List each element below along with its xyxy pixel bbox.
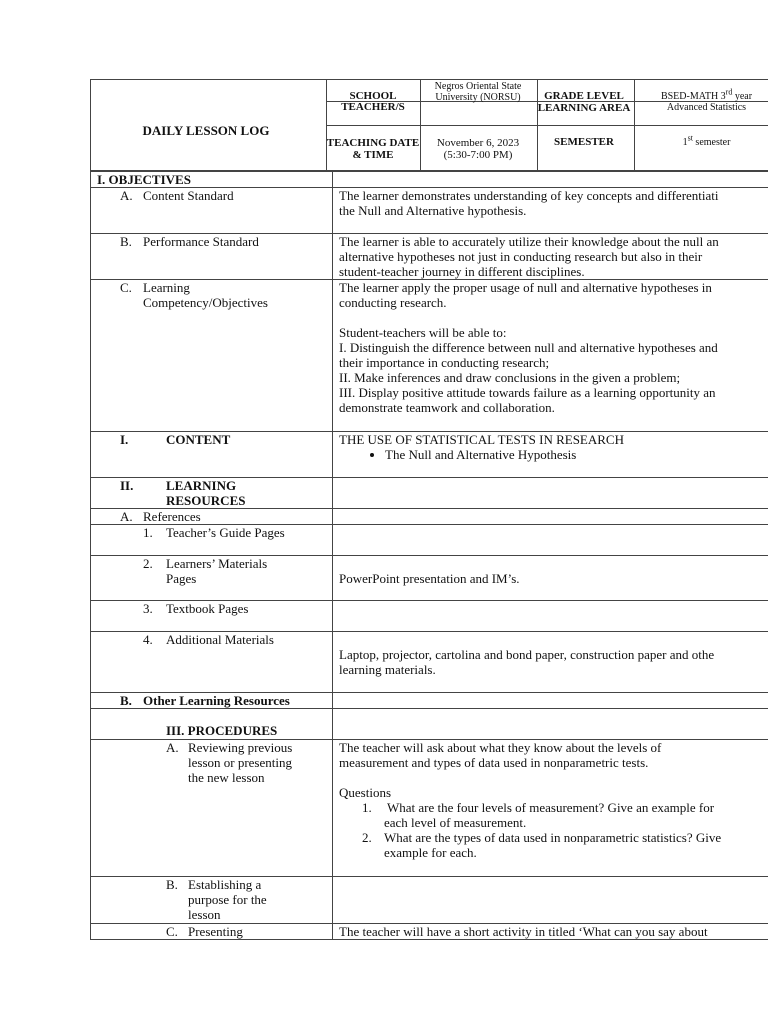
teachers-guide-label: 1. Teacher’s Guide Pages — [91, 525, 333, 556]
school-value: Negros Oriental State University (NORSU) — [434, 81, 522, 103]
teaching-date-label: TEACHING DATE & TIME — [326, 137, 420, 161]
learning-area-label: LEARNING AREA — [537, 102, 631, 114]
learners-materials-value: PowerPoint presentation and IM’s. — [333, 556, 768, 601]
school-label: SCHOOL — [349, 90, 397, 102]
reviewing-text: The teacher will ask about what they know about the levels of measurement and types of data used in nonparametric tests. Questions 1. What are the four levels of measurement? Give an example for each level of measurement. 2. What are the types of data used in nonparametric statistics? Give example for each. — [333, 740, 768, 877]
semester-label: SEMESTER — [554, 136, 614, 148]
learners-materials-label: 2. Learners’ Materials Pages — [91, 556, 333, 601]
list-item: 2. What are the types of data used in nonparametric statistics? Give example for each. — [362, 830, 722, 860]
performance-standard-text: The learner is able to accurately utilize their knowledge about the null an alternative hypotheses not just in conducting research but also in their student-teacher journey in different disciplines. — [333, 234, 768, 280]
teaching-date-value: November 6, 2023 (5:30-7:00 PM) — [436, 137, 520, 161]
additional-materials-label: 4. Additional Materials — [91, 632, 333, 693]
grade-level-label: GRADE LEVEL — [544, 90, 624, 102]
competency-text: The learner apply the proper usage of null and alternative hypotheses in conducting research. Student-teachers will be able to: I. Distinguish the difference between null and alternative hypotheses and their importance in conducting research; II. Make inferences and draw conclusions in the given a problem; III. Display positive attitude towards failure as a learning opportunity an demonstrate teamwork and collaboration. — [333, 280, 768, 432]
table-row — [91, 234, 768, 280]
objectives-heading: I. OBJECTIVES — [91, 172, 333, 188]
table-row — [91, 556, 768, 601]
table-row — [91, 709, 768, 740]
performance-standard-label: B. Performance Standard — [91, 234, 333, 280]
textbook-value — [333, 601, 768, 632]
reviewing-label: A. Reviewing previous lesson or presenting the new lesson — [91, 740, 333, 877]
table-row — [91, 924, 768, 940]
additional-materials-value: Laptop, projector, cartolina and bond paper, construction paper and othe learning materials. — [333, 632, 768, 693]
grade-level-value: BSED-MATH 3rd year — [660, 87, 753, 102]
teacher-label: TEACHER/S — [341, 101, 405, 113]
learning-area-value: Advanced Statistics — [666, 102, 747, 113]
lesson-log-table — [90, 171, 768, 940]
table-row — [91, 877, 768, 924]
content-standard-label: A. Content Standard — [91, 188, 333, 234]
table-row — [91, 740, 768, 877]
content-label: I. CONTENT — [91, 432, 333, 478]
procedures-heading: III. PROCEDURES — [91, 709, 333, 740]
presenting-text: The teacher will have a short activity in titled ‘What can you say about — [333, 924, 768, 940]
table-row — [91, 432, 768, 478]
learning-resources-label: II. LEARNING RESOURCES — [91, 478, 333, 509]
table-row — [91, 509, 768, 525]
page-title: DAILY LESSON LOG — [142, 123, 270, 138]
content-text: THE USE OF STATISTICAL TESTS IN RESEARCH • The Null and Alternative Hypothesis — [333, 432, 768, 478]
semester-value: 1st semester — [682, 133, 731, 148]
other-resources-label: B. Other Learning Resources — [91, 693, 333, 709]
table-row — [91, 601, 768, 632]
table-row — [91, 693, 768, 709]
teachers-guide-value — [333, 525, 768, 556]
establishing-label: B. Establishing a purpose for the lesson — [91, 877, 333, 924]
table-row — [91, 188, 768, 234]
presenting-label: C. Presenting — [91, 924, 333, 940]
table-row — [91, 632, 768, 693]
table-row — [91, 280, 768, 432]
content-standard-text: The learner demonstrates understanding of key concepts and differentiati the Null and Alternative hypothesis. — [333, 188, 768, 234]
table-row — [91, 478, 768, 509]
table-row — [91, 172, 768, 188]
textbook-label: 3. Textbook Pages — [91, 601, 333, 632]
references-label: A. References — [91, 509, 333, 525]
table-row — [91, 525, 768, 556]
competency-label: C. Learning Competency/Objectives — [91, 280, 333, 432]
list-item: 1. What are the four levels of measurement? Give an example for each level of measurement. — [362, 800, 715, 830]
divider — [326, 125, 768, 126]
list-item: • The Null and Alternative Hypothesis — [385, 447, 768, 462]
